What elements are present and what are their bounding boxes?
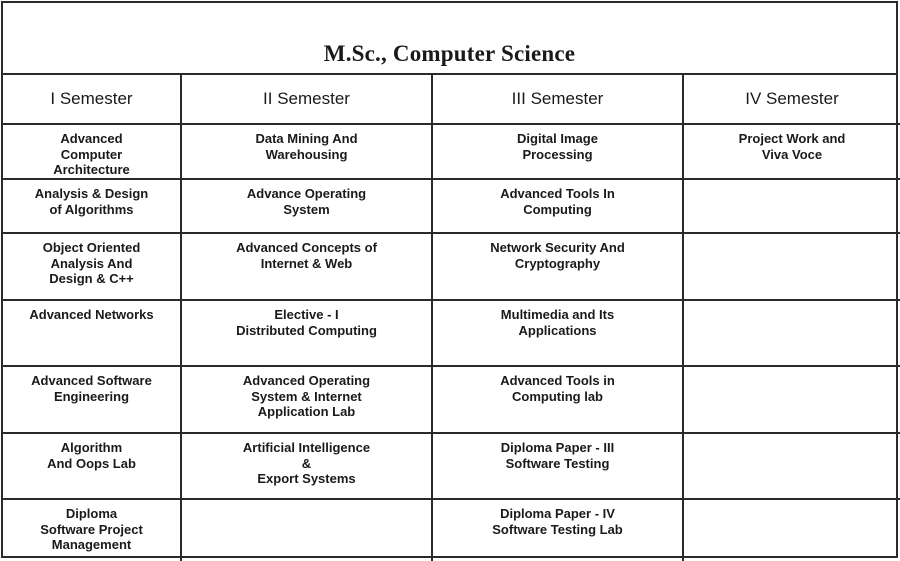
- header-semester-2: II Semester: [181, 75, 432, 124]
- table-cell: [683, 300, 900, 366]
- table-cell: Project Work and Viva Voce: [683, 124, 900, 179]
- table-cell: [683, 499, 900, 561]
- table-cell: Analysis & Design of Algorithms: [3, 179, 181, 233]
- table-cell: [683, 179, 900, 233]
- table-cell: Advanced Networks: [3, 300, 181, 366]
- table-row: [3, 233, 900, 300]
- table-cell: [683, 233, 900, 300]
- table-cell: [181, 499, 432, 561]
- table-cell: Object Oriented Analysis And Design & C++: [3, 233, 181, 300]
- table-cell: Digital Image Processing: [432, 124, 683, 179]
- header-semester-4: IV Semester: [683, 75, 900, 124]
- table-cell: Diploma Paper - IV Software Testing Lab: [432, 499, 683, 561]
- curriculum-table-frame: [1, 1, 898, 558]
- table-row: [3, 499, 900, 561]
- table-row: [3, 433, 900, 499]
- semester-table: [3, 75, 900, 561]
- header-semester-3: III Semester: [432, 75, 683, 124]
- table-row: [3, 179, 900, 233]
- table-cell: Advanced Tools In Computing: [432, 179, 683, 233]
- table-row: [3, 124, 900, 179]
- table-cell: Advance Operating System: [181, 179, 432, 233]
- table-row: [3, 366, 900, 433]
- table-cell: Advanced Software Engineering: [3, 366, 181, 433]
- header-row: [3, 75, 900, 124]
- page-title: M.Sc., Computer Science: [3, 3, 896, 75]
- table-cell: Advanced Computer Architecture: [3, 124, 181, 179]
- table-cell: Diploma Software Project Management: [3, 499, 181, 561]
- table-cell: Advanced Concepts of Internet & Web: [181, 233, 432, 300]
- table-cell: Artificial Intelligence & Export Systems: [181, 433, 432, 499]
- table-cell: Algorithm And Oops Lab: [3, 433, 181, 499]
- table-cell: Elective - I Distributed Computing: [181, 300, 432, 366]
- table-cell: Network Security And Cryptography: [432, 233, 683, 300]
- table-cell: Data Mining And Warehousing: [181, 124, 432, 179]
- table-cell: [683, 433, 900, 499]
- table-cell: Advanced Tools in Computing lab: [432, 366, 683, 433]
- header-semester-1: I Semester: [3, 75, 181, 124]
- table-row: [3, 300, 900, 366]
- table-cell: [683, 366, 900, 433]
- table-cell: Diploma Paper - III Software Testing: [432, 433, 683, 499]
- table-cell: Advanced Operating System & Internet Application Lab: [181, 366, 432, 433]
- table-cell: Multimedia and Its Applications: [432, 300, 683, 366]
